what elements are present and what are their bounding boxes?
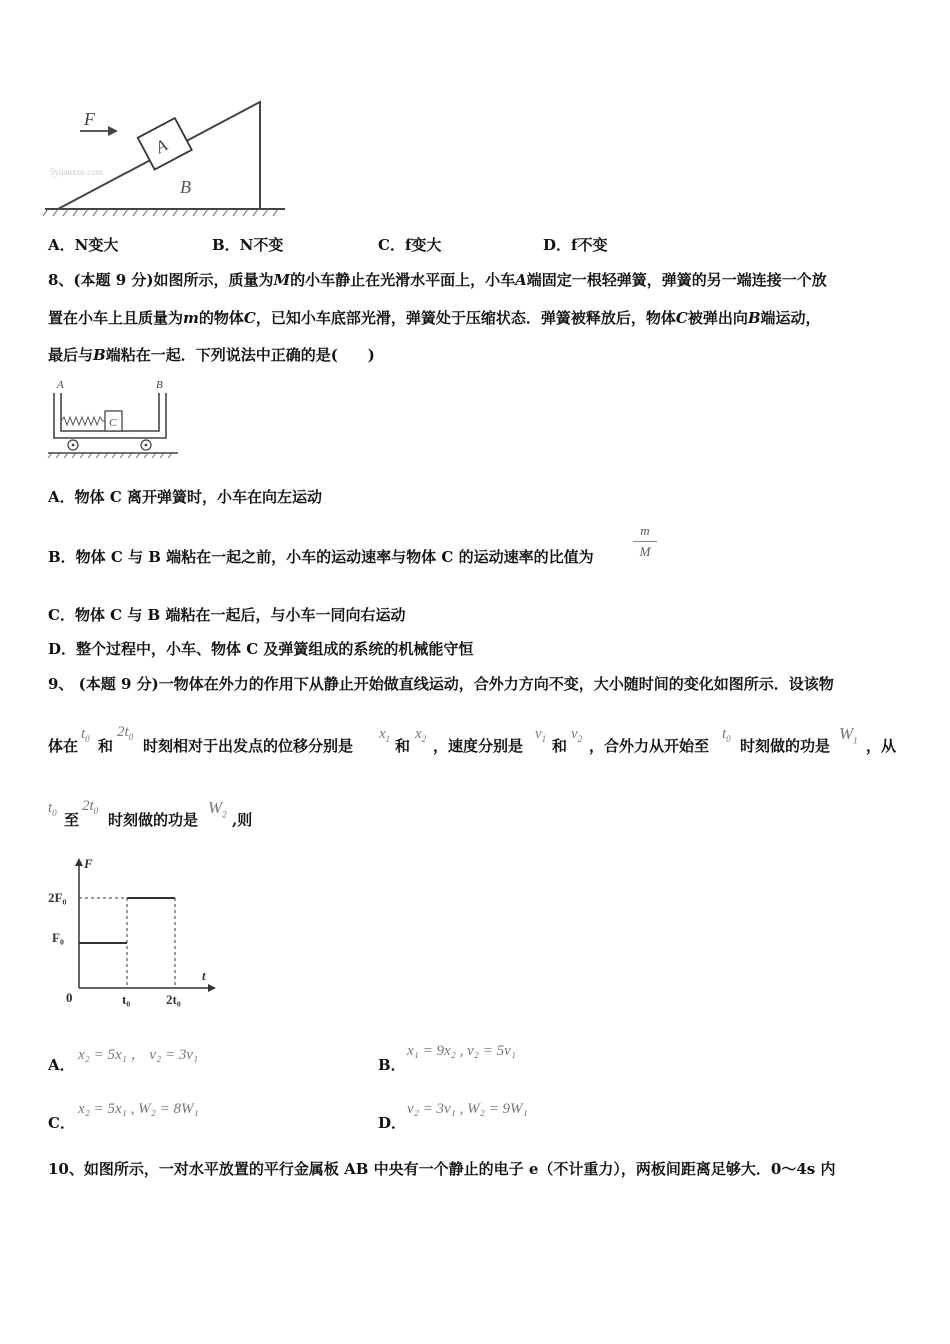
cart-label-c: C [109, 417, 117, 429]
q9-2t0: $2t_0$ [117, 724, 134, 742]
q7-option-a[interactable]: A．N变大 [48, 236, 119, 254]
q9-t0-c: $t_0$ [48, 800, 57, 818]
cart-label-a: A [57, 379, 64, 391]
q9-l3-to: 至 [64, 811, 80, 829]
q8-option-c[interactable]: C．物体 C 与 B 端粘在一起后，与小车一同向右运动 [48, 606, 406, 624]
origin-label: 0 [66, 990, 73, 1005]
q9-option-d-label[interactable]: D． [378, 1114, 407, 1132]
q9-l2-and1: 和 [98, 737, 114, 755]
q7-option-d[interactable]: D．f不变 [543, 236, 608, 254]
q9-x2: $x_2$ [415, 726, 427, 744]
tick-2t0: 2t₀ [166, 992, 181, 1007]
q9-v2: $v_2$ [571, 726, 583, 744]
q9-l2-a: 体在 [48, 737, 79, 755]
q9-option-a-label[interactable]: A． [48, 1056, 75, 1074]
incline-figure [40, 95, 295, 220]
q9-l2-and3: 和 [552, 737, 568, 755]
q9-l2-e: 时刻做的功是 [740, 737, 831, 755]
t-axis-label: t [202, 968, 206, 983]
q9-option-b-label[interactable]: B． [378, 1056, 406, 1074]
q9-option-a[interactable]: x₂ = 5x₁ ， v₂ = 3v₁ [78, 1047, 199, 1063]
q8-stem-line3: 最后与B端粘在一起．下列说法中正确的是( ) [48, 346, 375, 364]
q8-stem-line2: 置在小车上且质量为m的物体C，已知小车底部光滑，弹簧处于压缩状态．弹簧被释放后，物体C被弹出向B端运动， [48, 309, 821, 327]
q9-v1: $v_1$ [535, 726, 547, 744]
watermark: 5yuanxue.com [50, 167, 103, 177]
cart-figure [44, 375, 184, 465]
q9-2t0-b: $2t_0$ [82, 798, 99, 816]
q9-option-c[interactable]: x₂ = 5x₁ , W₂ = 8W₁ [78, 1101, 199, 1117]
q7-option-b[interactable]: B．N不变 [212, 236, 284, 254]
q9-t0: $t_0$ [81, 726, 90, 744]
force-time-graph [44, 852, 224, 1012]
q9-l2-c: ，速度分别是 [433, 737, 524, 755]
q8-option-d[interactable]: D．整个过程中，小车、物体 C 及弹簧组成的系统的机械能守恒 [48, 640, 474, 658]
q10-stem-line1: 10、如图所示，一对水平放置的平行金属板 AB 中央有一个静止的电子 e（不计重力），两板间距离足够大．0～4s 内 [48, 1160, 836, 1178]
q9-l2-f: ，从 [866, 737, 897, 755]
q8-stem-line1: 8、(本题 9 分)如图所示，质量为M的小车静止在光滑水平面上，小车A端固定一根轻弹簧，弹簧的另一端连接一个放 [48, 271, 827, 289]
q9-l2-d: ，合外力从开始至 [589, 737, 710, 755]
force-label: F [84, 109, 95, 129]
q9-option-c-label[interactable]: C． [48, 1114, 75, 1132]
f-axis-label: F [84, 856, 93, 871]
q9-l3-a: 时刻做的功是 [108, 811, 199, 829]
q9-l3-b: ,则 [232, 811, 253, 829]
q7-option-c[interactable]: C．f变大 [378, 236, 442, 254]
tick-f0: F₀ [52, 930, 64, 945]
q9-W1: $W_1$ [839, 724, 858, 746]
q8-option-b[interactable]: B．物体 C 与 B 端粘在一起之前，小车的运动速率与物体 C 的运动速率的比值为 [48, 548, 594, 566]
tick-2f0: 2F₀ [48, 890, 67, 905]
q8-option-b-fraction: m M [633, 523, 657, 560]
q8-option-a[interactable]: A．物体 C 离开弹簧时，小车在向左运动 [48, 488, 323, 506]
incline-label: B [180, 177, 191, 197]
cart-label-b: B [156, 379, 163, 391]
q9-option-d[interactable]: v₂ = 3v₁ , W₂ = 9W₁ [407, 1101, 528, 1117]
q9-option-b[interactable]: x₁ = 9x₂ , v₂ = 5v₁ [407, 1043, 516, 1059]
q9-x1: $x_1$ [379, 726, 391, 744]
q9-stem-line1: 9、 (本题 9 分)一物体在外力的作用下从静止开始做直线运动，合外力方向不变，大小随时间的变化如图所示．设该物 [48, 675, 834, 693]
block-a-label: A [152, 135, 171, 157]
q9-l2-and2: 和 [395, 737, 411, 755]
q9-W2: $W_2$ [208, 798, 227, 820]
tick-t0: t₀ [122, 992, 131, 1007]
q9-t0-b: $t_0$ [722, 726, 731, 744]
q9-l2-b: 时刻相对于出发点的位移分别是 [143, 737, 354, 755]
